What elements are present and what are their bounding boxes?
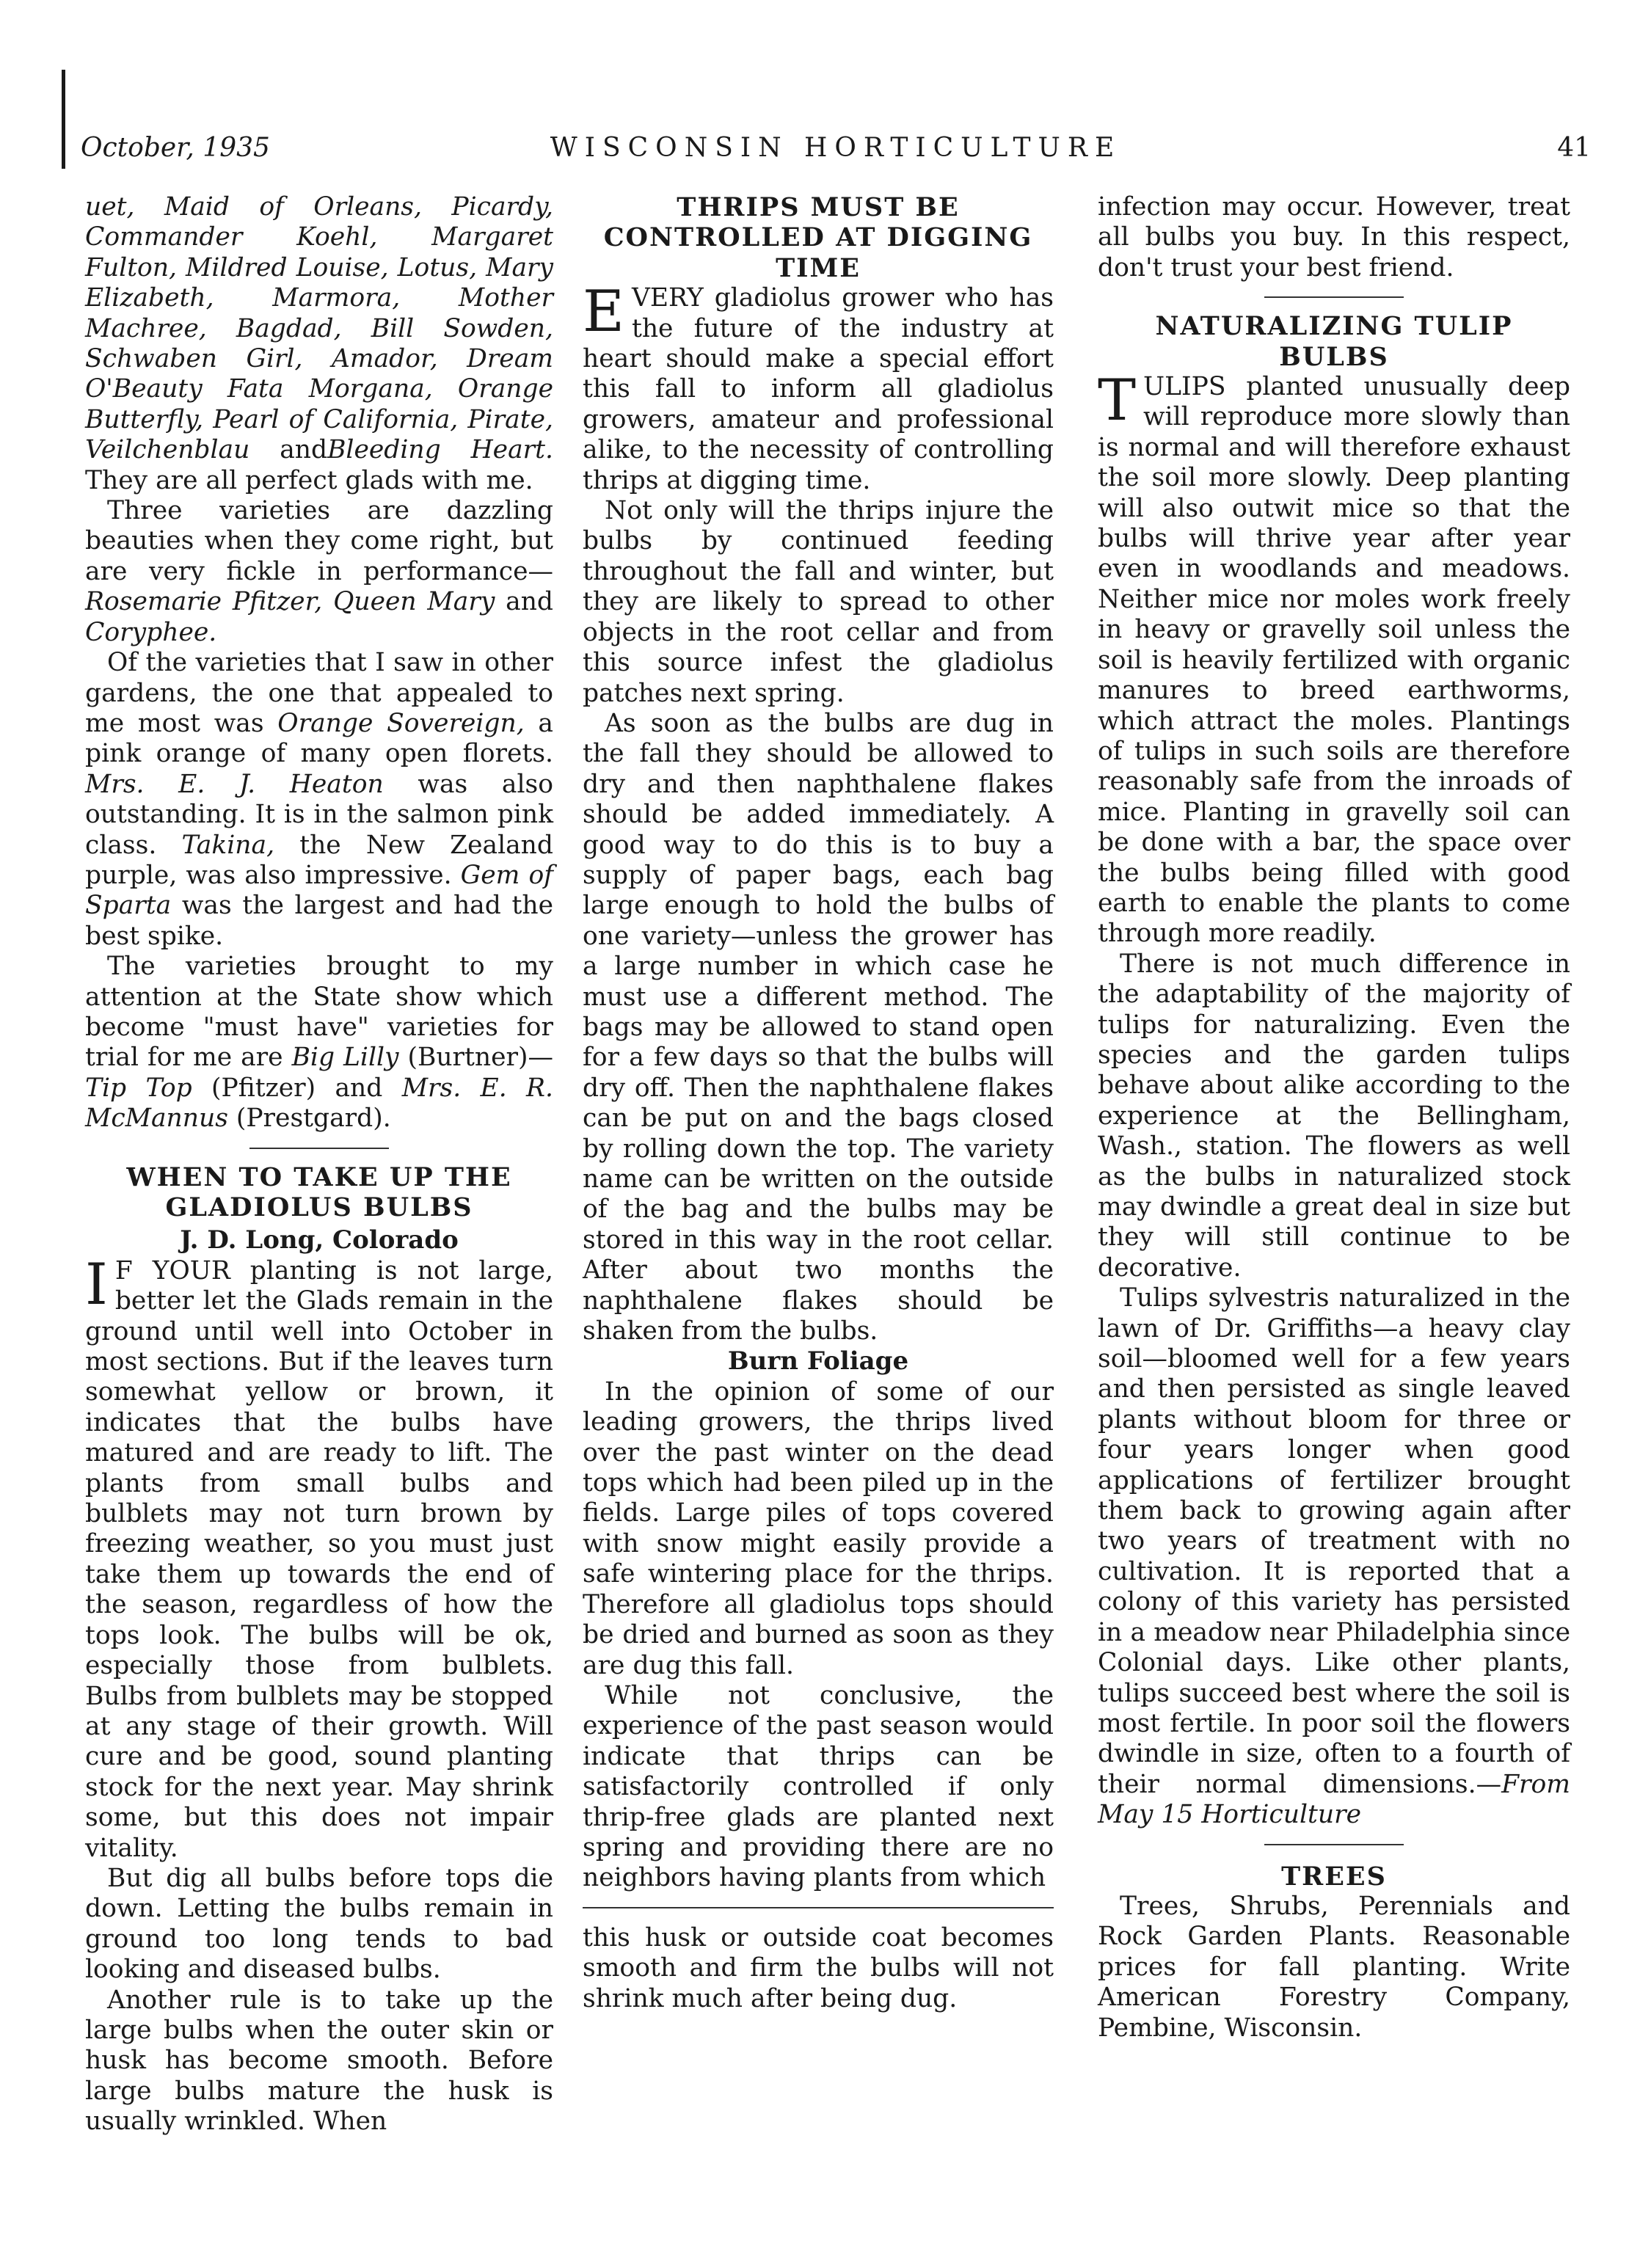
- paragraph: Of the varieties that I saw in other gardens, the one that appealed to me most was Orange Sovereign, a pink orange of many open florets. Mrs. E. J. Heaton was also outstanding. It is in the salmon pink class. Takina, the New Zealand purple, was also impressive. Gem of Sparta was the largest and had the best spike.: [85, 648, 553, 951]
- paragraph: I F YOUR planting is not large, better let the Glads remain in the ground until well into October in most sections. But if the leaves turn somewhat yellow or brown, it indicates that the bulbs have matured and are ready to lift. The plants from small bulbs and bulblets may not turn brown by freezing weather, so you must just take them up towards the end of the season, regardless of how the tops look. The bulbs will be ok, especially those from bulblets. Bulbs from bulblets may be stopped at any stage of their growth. Will cure and be good, sound planting stock for the next year. May shrink some, but this does not impair vitality.: [85, 1251, 553, 1863]
- section-divider: [249, 1148, 389, 1149]
- subheading: Burn Foliage: [727, 1346, 909, 1377]
- issue-date: October, 1935: [81, 133, 270, 163]
- paragraph: But dig all bulbs before tops die down. Letting the bulbs remain in ground too long tends to bad looking and diseased bulbs.: [85, 1863, 553, 1985]
- paragraph: Three varieties are dazzling beauties when they come right, but are very fickle in performance—Rosemarie Pfitzer, Queen Mary and Coryphee.: [85, 496, 553, 647]
- paragraph: The varieties brought to my attention at the State show which become "must have" varieties for trial for me are Big Lilly (Burtner)—Tip Top (Pfitzer) and Mrs. E. R. McMannus (Prestgard).: [85, 952, 553, 1134]
- source-citation: From May 15 Horticulture: [1098, 1769, 1570, 1830]
- paragraph: As soon as the bulbs are dug in the fall they should be allowed to dry and then naphthalene flakes should be added immediately. A good way to do this is to buy a supply of paper bags, each bag large enough to hold the bulbs of one variety—unless the grower has a large number in which case he must use a different method. The bags may be allowed to stand open for a few days so that the bulbs will dry off. Then the naphthalene flakes can be put on and the bags closed by rolling down the top. The variety name can be written on the outside of the bag and the bulbs may be stored in this way in the root cellar. After about two months the naphthalene flakes should be shaken from the bulbs.: [583, 708, 1054, 1346]
- paragraph: EVERY gladiolus grower who has the future of the industry at heart should make a special effort this fall to inform all gladiolus growers, amateur and professional alike, to the necessity of controlling thrips at digging time.: [583, 279, 1054, 495]
- section-divider: [1264, 1844, 1404, 1845]
- ad-heading: TREES: [1281, 1861, 1387, 1892]
- variety-list-paragraph: uet, Maid of Orleans, Picardy, Commander Koehl, Margaret Fulton, Mildred Louise, Lotus, Mary Elizabeth, Marmora, Mother Machree, Bagdad, Bill Sowden, Schwaben Girl, Amador, Dream O'Beauty Fata Morgana, Orange Butterfly, Pearl of California, Pirate, Veilchenblau andBleeding Heart. They are all perfect glads with me.: [85, 192, 553, 495]
- drop-cap: E: [583, 279, 624, 346]
- drop-cap: T: [1098, 368, 1137, 434]
- drop-cap: I: [85, 1251, 108, 1318]
- column-3: [1098, 192, 1570, 2043]
- continuation-divider: [583, 1907, 1054, 1908]
- variety-name: Bleeding Heart.: [327, 435, 553, 465]
- paragraph: Tulips sylvestris naturalized in the lawn of Dr. Griffiths—a heavy clay soil—bloomed well for a few years and then persisted as single leaved plants without bloom for three or four years longer when good applications of fertilizer brought them back to growing again after two years of treatment with no cultivation. It is reported that a colony of this variety has persisted in a meadow near Philadelphia since Colonial days. Like other plants, tulips succeed best where the soil is most fertile. In poor soil the flowers dwindle in size, often to a fourth of their normal dimensions.—From May 15 Horticulture: [1098, 1283, 1570, 1830]
- magazine-title: WISCONSIN HORTICULTURE: [550, 133, 1122, 163]
- variety-names: uet, Maid of Orleans, Picardy, Commander Koehl, Margaret Fulton, Mildred Louise, Lotus, Mary Elizabeth, Marmora, Mother Machree, Bagdad, Bill Sowden, Schwaben Girl, Amador, Dream O'Beauty Fata Morgana, Orange Butterfly, Pearl of California, Pirate, Veilchenblau: [85, 192, 553, 465]
- paragraph: In the opinion of some of our leading growers, the thrips lived over the past winter on the dead tops which had been piled up in the fields. Large piles of tops covered with snow might easily provide a safe wintering place for the thrips. Therefore all gladiolus tops should be dried and burned as soon as they are dug this fall.: [583, 1377, 1054, 1680]
- section-divider: [1264, 296, 1404, 298]
- article-heading: WHEN TO TAKE UP THE GLADIOLUS BULBS: [126, 1162, 512, 1222]
- article-byline: J. D. Long, Colorado: [180, 1225, 459, 1255]
- paragraph: Another rule is to take up the large bulbs when the outer skin or husk has become smooth. Before large bulbs mature the husk is usually wrinkled. When: [85, 1985, 553, 2137]
- page-header: [81, 126, 1591, 170]
- article-heading: NATURALIZING TULIP BULBS: [1155, 311, 1513, 372]
- column-2: [583, 192, 1054, 2014]
- margin-bar: [62, 70, 65, 169]
- paragraph: infection may occur. However, treat all bulbs you buy. In this respect, don't trust your best friend.: [1098, 192, 1570, 282]
- paragraph: Not only will the thrips injure the bulbs by continued feeding throughout the fall and winter, but they are likely to spread to other objects in the root cellar and from this source infest the gladiolus patches next spring.: [583, 496, 1054, 708]
- paragraph: While not conclusive, the experience of the past season would indicate that thrips can be satisfactorily controlled if only thrip-free glads are planted next spring and providing there are no neighbors having plants from which: [583, 1680, 1054, 1893]
- advertisement-text: Trees, Shrubs, Perennials and Rock Garden Plants. Reasonable prices for fall planting. Write American Forestry Company, Pembine, Wisconsin.: [1098, 1891, 1570, 2043]
- column-1: [85, 192, 553, 2137]
- paragraph: There is not much difference in the adaptability of the majority of tulips for naturalizing. Even the species and the garden tulips behave about alike according to the experience at the Bellingham, Wash., station. The flowers as well as the bulbs in naturalized stock may dwindle a great deal in size but they will still continue to be decorative.: [1098, 949, 1570, 1283]
- page-number: 41: [1557, 133, 1591, 163]
- article-heading: THRIPS MUST BE CONTROLLED AT DIGGING TIME: [603, 192, 1033, 283]
- paragraph: TULIPS planted unusually deep will reproduce more slowly than is normal and will therefore exhaust the soil more slowly. Deep planting will also outwit mice so that the bulbs will thrive year after year even in woodlands and meadows. Neither mice nor moles work freely in heavy or gravelly soil unless the soil is heavily fertilized with organic manures to breed earthworms, which attract the moles. Plantings of tulips in such soils are therefore reasonably safe from the inroads of mice. Planting in gravelly soil can be done with a bar, the space over the bulbs being filled with good earth to enable the plants to come through more readily.: [1098, 368, 1570, 949]
- continued-text: this husk or outside coat becomes smooth and firm the bulbs will not shrink much after being dug.: [583, 1922, 1054, 2013]
